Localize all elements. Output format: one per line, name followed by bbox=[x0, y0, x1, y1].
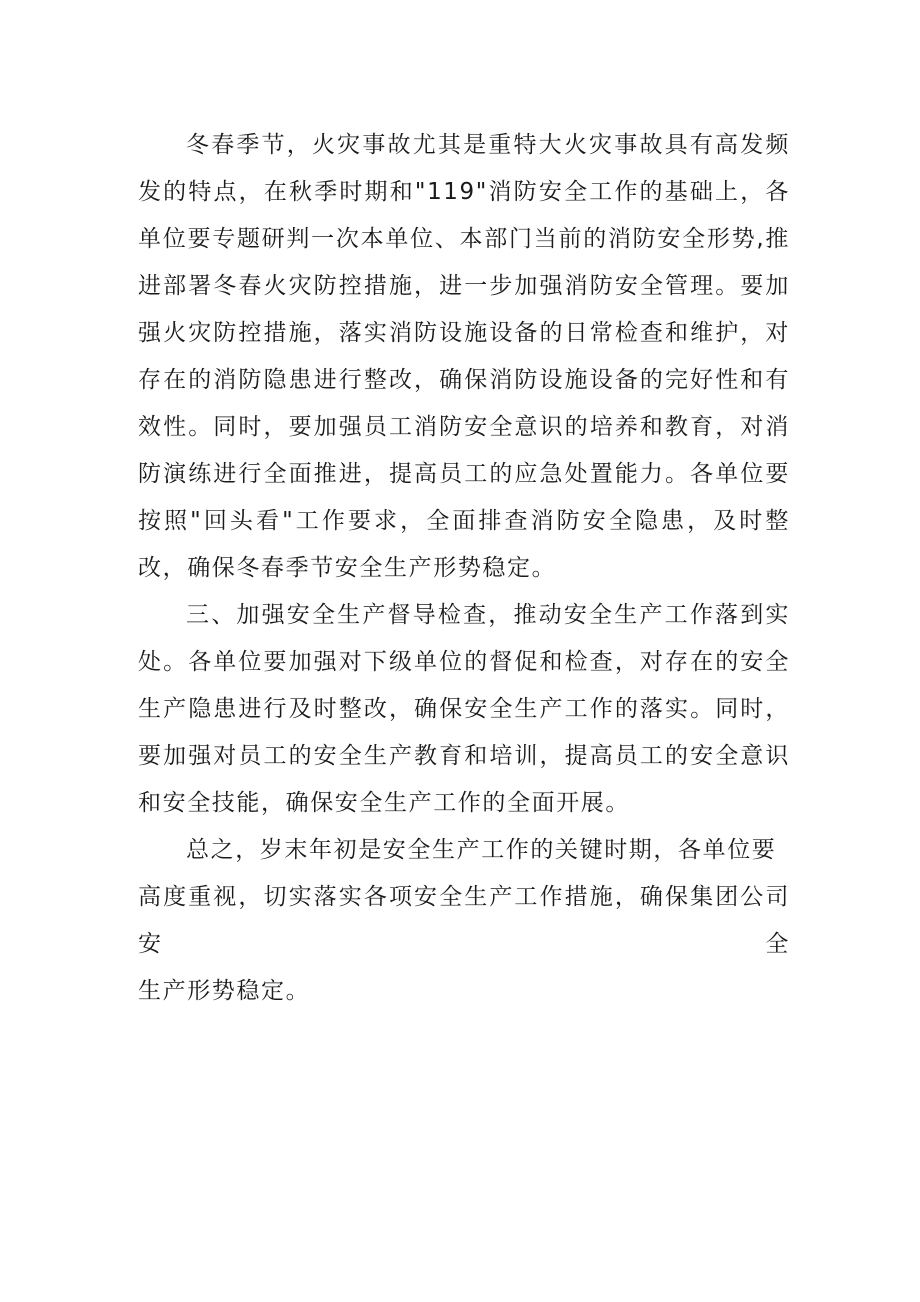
document-body bbox=[138, 122, 790, 1015]
conclusion-line-2: 高度重视，切实落实各项安全生产工作措施，确保集团公司安全 bbox=[138, 884, 790, 957]
conclusion-line-1: 总之，岁末年初是安全生产工作的关键时期，各单位要 bbox=[186, 837, 777, 863]
paragraph-conclusion bbox=[138, 827, 790, 1015]
conclusion-line-3: 生产形势稳定。 bbox=[138, 978, 311, 1004]
paragraph-fire-safety: 冬春季节，火灾事故尤其是重特大火灾事故具有高发频发的特点，在秋季时期和"119"消防安全工作的基础上，各单位要专题研判一次本单位、本部门当前的消防安全形势,推进部署冬春火灾防控措施，进一步加强消防安全管理。要加强火灾防控措施，落实消防设施设备的日常检查和维护，对存在的消防隐患进行整改，确保消防设施设备的完好性和有效性。同时，要加强员工消防安全意识的培养和教育，对消防演练进行全面推进，提高员工的应急处置能力。各单位要按照"回头看"工作要求，全面排查消防安全隐患，及时整改，确保冬春季节安全生产形势稳定。 bbox=[138, 132, 790, 581]
paragraph-supervision-inspection: 三、加强安全生产督导检查，推动安全生产工作落到实处。各单位要加强对下级单位的督促和检查，对存在的安全生产隐患进行及时整改，确保安全生产工作的落实。同时，要加强对员工的安全生产教育和培训，提高员工的安全意识和安全技能，确保安全生产工作的全面开展。 bbox=[138, 602, 790, 816]
